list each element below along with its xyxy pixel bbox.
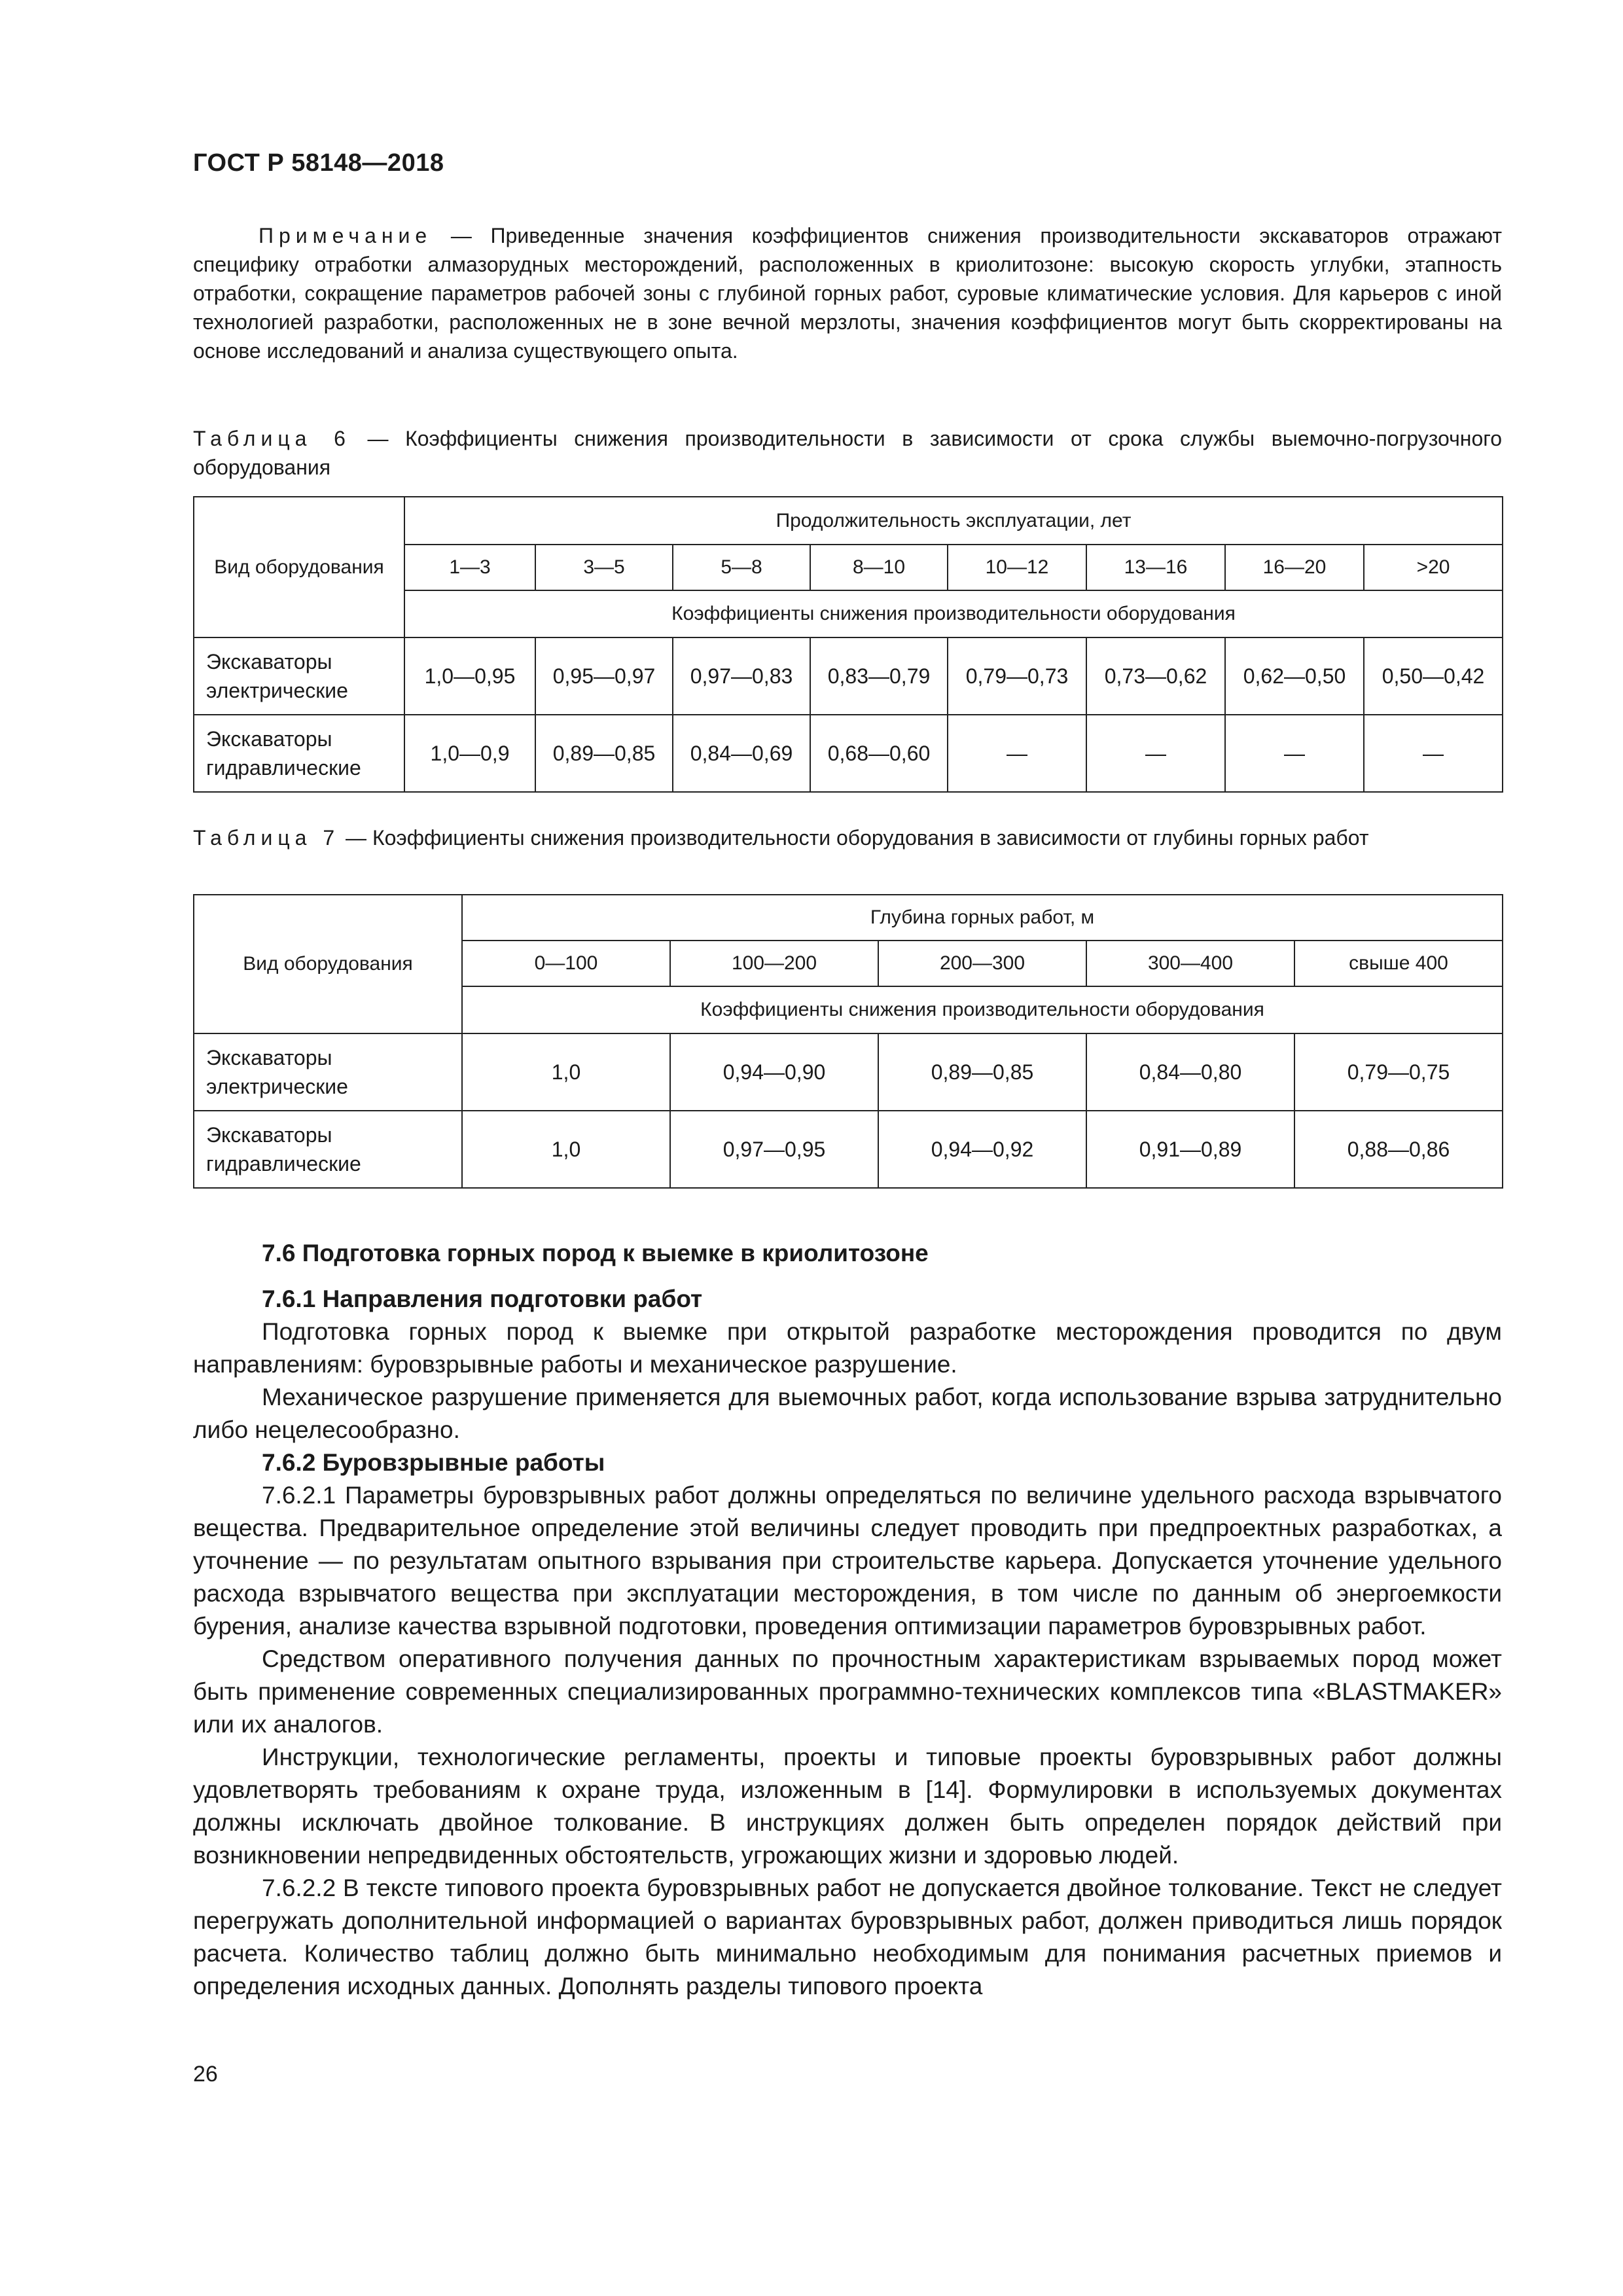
table7-cell: 0,94—0,90	[670, 1033, 878, 1111]
heading-7-6-2: 7.6.2 Буровзрывные работы	[262, 1449, 605, 1476]
table6-cell: 0,68—0,60	[810, 715, 948, 792]
heading-7-6: 7.6 Подготовка горных пород к выемке в криолитозоне	[262, 1240, 929, 1266]
page-number: 26	[193, 2062, 218, 2087]
paragraph: Подготовка горных пород к выемке при открытой разработке месторождения проводится по двум направлениям: буровзрывные работы и механическое разрушение.	[193, 1318, 1502, 1378]
table7-cell: 0,91—0,89	[1086, 1111, 1294, 1188]
table6-cell: 0,83—0,79	[810, 637, 948, 715]
table7-cell: 0,94—0,92	[878, 1111, 1086, 1188]
table-row	[194, 637, 1503, 715]
table7-cell: 0,88—0,86	[1294, 1111, 1503, 1188]
table6-cell: —	[948, 715, 1086, 792]
table6-cell: 0,79—0,73	[948, 637, 1086, 715]
table7-caption-label: Таблица 7	[193, 826, 340, 850]
table6-col-header: >20	[1364, 545, 1503, 590]
table6-col-header: 10—12	[948, 545, 1086, 590]
table6-cell: 0,62—0,50	[1225, 637, 1364, 715]
table6-sub-head: Коэффициенты снижения производительности оборудования	[404, 590, 1503, 637]
table7-row-name: Экскаваторы электрические	[194, 1033, 462, 1111]
table7-caption	[193, 823, 1502, 852]
table7-cell: 1,0	[462, 1033, 670, 1111]
table6-caption-text: — Коэффициенты снижения производительности в зависимости от срока службы выемочно-погрузочного оборудования	[193, 427, 1503, 479]
table6-cell: —	[1225, 715, 1364, 792]
table6-col-header: 3—5	[535, 545, 673, 590]
heading-7-6-1: 7.6.1 Направления подготовки работ	[262, 1285, 703, 1312]
table6-cell: 1,0—0,9	[404, 715, 535, 792]
table7-cell: 0,79—0,75	[1294, 1033, 1503, 1111]
table6-cell: —	[1364, 715, 1503, 792]
table6-col-header: 13—16	[1086, 545, 1225, 590]
table7-caption-text: — Коэффициенты снижения производительности оборудования в зависимости от глубины горных работ	[340, 826, 1369, 850]
table6-cell: 0,84—0,69	[673, 715, 810, 792]
note-text: — Приведенные значения коэффициентов снижения производительности экскаваторов отражают специфику отработки алмазорудных месторождений, расположенных в криолитозоне: высокую скорость углубки, этапность отработки, сокращение параметров рабочей зоны с глубиной горных работ, суровые климатические условия. Для карьеров с иной технологией разработки, расположенных не в зоне вечной мерзлоты, значения коэффициентов могут быть скорректированы на основе исследований и анализа существующего опыта.	[193, 224, 1502, 363]
note-block	[193, 221, 1502, 365]
table7-col-head: Вид оборудования	[194, 895, 462, 1033]
note-label: Примечание	[259, 224, 433, 247]
table7-sub-head: Коэффициенты снижения производительности оборудования	[462, 986, 1503, 1033]
section-7-6	[193, 1237, 1502, 2003]
document-header: ГОСТ Р 58148—2018	[193, 149, 444, 177]
table6-cell: 0,95—0,97	[535, 637, 673, 715]
table6-cell: 0,89—0,85	[535, 715, 673, 792]
table-row	[194, 1033, 1503, 1111]
table6-caption	[193, 424, 1502, 482]
table6-caption-label: Таблица 6	[193, 427, 351, 450]
table7-cell: 0,84—0,80	[1086, 1033, 1294, 1111]
table7-col-header: 200—300	[878, 941, 1086, 986]
table7-col-header: 300—400	[1086, 941, 1294, 986]
table7-col-header: 100—200	[670, 941, 878, 986]
paragraph: 7.6.2.1 Параметры буровзрывных работ должны определяться по величине удельного расхода взрывчатого вещества. Предварительное определение этой величины следует проводить при предпроектных разработках, а уточнение — по результатам опытного взрывания при строительстве карьера. Допускается уточнение удельного расхода взрывчатого вещества при эксплуатации месторождения, в том числе по данным об энергоемкости бурения, анализе качества взрывной подготовки, проведения оптимизации параметров буровзрывных работ.	[193, 1482, 1502, 1640]
paragraph: Механическое разрушение применяется для выемочных работ, когда использование взрыва затруднительно либо нецелесообразно.	[193, 1384, 1502, 1443]
table6-col-header: 16—20	[1225, 545, 1364, 590]
table7-col-header: 0—100	[462, 941, 670, 986]
table6-cell: 0,50—0,42	[1364, 637, 1503, 715]
table6-cell: 0,97—0,83	[673, 637, 810, 715]
table6-col-header: 8—10	[810, 545, 948, 590]
table7-cell: 0,89—0,85	[878, 1033, 1086, 1111]
table6-cell: —	[1086, 715, 1225, 792]
paragraph: Средством оперативного получения данных по прочностным характеристикам взрываемых пород может быть применение современных специализированных программно-технических комплексов типа «BLASTMAKER» или их аналогов.	[193, 1645, 1502, 1738]
table6-cell: 0,73—0,62	[1086, 637, 1225, 715]
table7-col-header: свыше 400	[1294, 941, 1503, 986]
table-7	[193, 894, 1503, 1189]
table-row	[194, 1111, 1503, 1188]
table7-cell: 0,97—0,95	[670, 1111, 878, 1188]
table7-row-name: Экскаваторы гидравлические	[194, 1111, 462, 1188]
paragraph: Инструкции, технологические регламенты, проекты и типовые проекты буровзрывных работ должны удовлетворять требованиям к охране труда, изложенным в [14]. Формулировки в используемых документах должны исключать двойное толкование. В инструкциях должен быть определен порядок действий при возникновении непредвиденных обстоятельств, угрожающих жизни и здоровью людей.	[193, 1744, 1502, 1869]
table-row	[194, 715, 1503, 792]
table-6	[193, 496, 1503, 793]
table6-row-name: Экскаваторы гидравлические	[194, 715, 404, 792]
table6-row-name: Экскаваторы электрические	[194, 637, 404, 715]
table6-col-header: 1—3	[404, 545, 535, 590]
table7-cell: 1,0	[462, 1111, 670, 1188]
table6-cell: 1,0—0,95	[404, 637, 535, 715]
table6-col-head: Вид оборудования	[194, 497, 404, 637]
table6-col-header: 5—8	[673, 545, 810, 590]
table7-group-head: Глубина горных работ, м	[462, 895, 1503, 941]
paragraph: 7.6.2.2 В тексте типового проекта буровзрывных работ не допускается двойное толкование. Текст не следует перегружать дополнительной информацией о вариантах буровзрывных работ, должен приводиться лишь порядок расчета. Количество таблиц должно быть минимально необходимым для понимания расчетных приемов и определения исходных данных. Дополнять разделы типового проекта	[193, 1874, 1502, 2000]
table6-group-head: Продолжительность эксплуатации, лет	[404, 497, 1503, 545]
